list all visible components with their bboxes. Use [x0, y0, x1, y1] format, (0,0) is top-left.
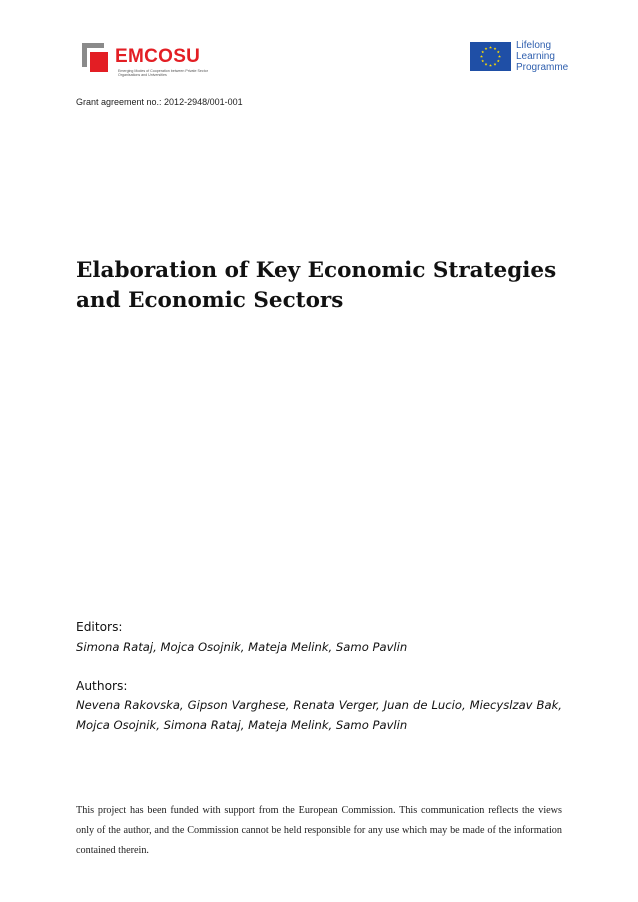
title-line-2: and Economic Sectors — [76, 288, 344, 313]
eu-star-icon — [485, 63, 488, 66]
eu-star-icon — [481, 60, 484, 63]
document-title — [76, 256, 566, 316]
llp-line-2: Learning — [516, 51, 555, 62]
llp-logo-text — [516, 40, 568, 73]
grant-agreement-number: Grant agreement no.: 2012-2948/001-001 — [76, 97, 243, 107]
llp-line-3: Programme — [516, 62, 569, 73]
eu-star-icon — [494, 47, 497, 50]
title-line-1: Elaboration of Key Economic Strategies — [76, 258, 557, 283]
emcosu-mark-icon — [82, 43, 112, 75]
emcosu-wordmark: EMCOSU — [115, 46, 201, 67]
eu-flag-icon — [470, 42, 511, 71]
eu-star-icon — [494, 63, 497, 66]
editors-label: Editors: — [76, 620, 123, 634]
authors-label: Authors: — [76, 679, 128, 693]
eu-star-icon — [485, 47, 488, 50]
authors-names: Nevena Rakovska, Gipson Varghese, Renata Verger, Juan de Lucio, Miecyslzav Bak, Mojca Osojnik, Simona Rataj, Mateja Melink, Samo Pavlin — [76, 698, 562, 732]
eu-star-icon — [498, 55, 501, 58]
eu-star-icon — [497, 60, 500, 63]
eu-star-icon — [481, 51, 484, 54]
eu-star-icon — [480, 55, 483, 58]
eu-star-icon — [489, 64, 492, 67]
editors-names: Simona Rataj, Mojca Osojnik, Mateja Melink, Samo Pavlin — [76, 640, 408, 654]
eu-star-icon — [497, 51, 500, 54]
funding-disclaimer: This project has been funded with support from the European Commission. This communication reflects the views only of the author, and the Commission cannot be held responsible for any use which may be made of the information contained therein. — [76, 805, 562, 856]
emcosu-logo — [82, 43, 212, 83]
emcosu-tagline: Emerging Modes of Cooperation between Private Sector Organisations and Universities — [118, 69, 208, 78]
eu-star-icon — [489, 46, 492, 49]
lifelong-learning-programme-logo — [470, 40, 575, 74]
llp-line-1: Lifelong — [516, 40, 552, 51]
